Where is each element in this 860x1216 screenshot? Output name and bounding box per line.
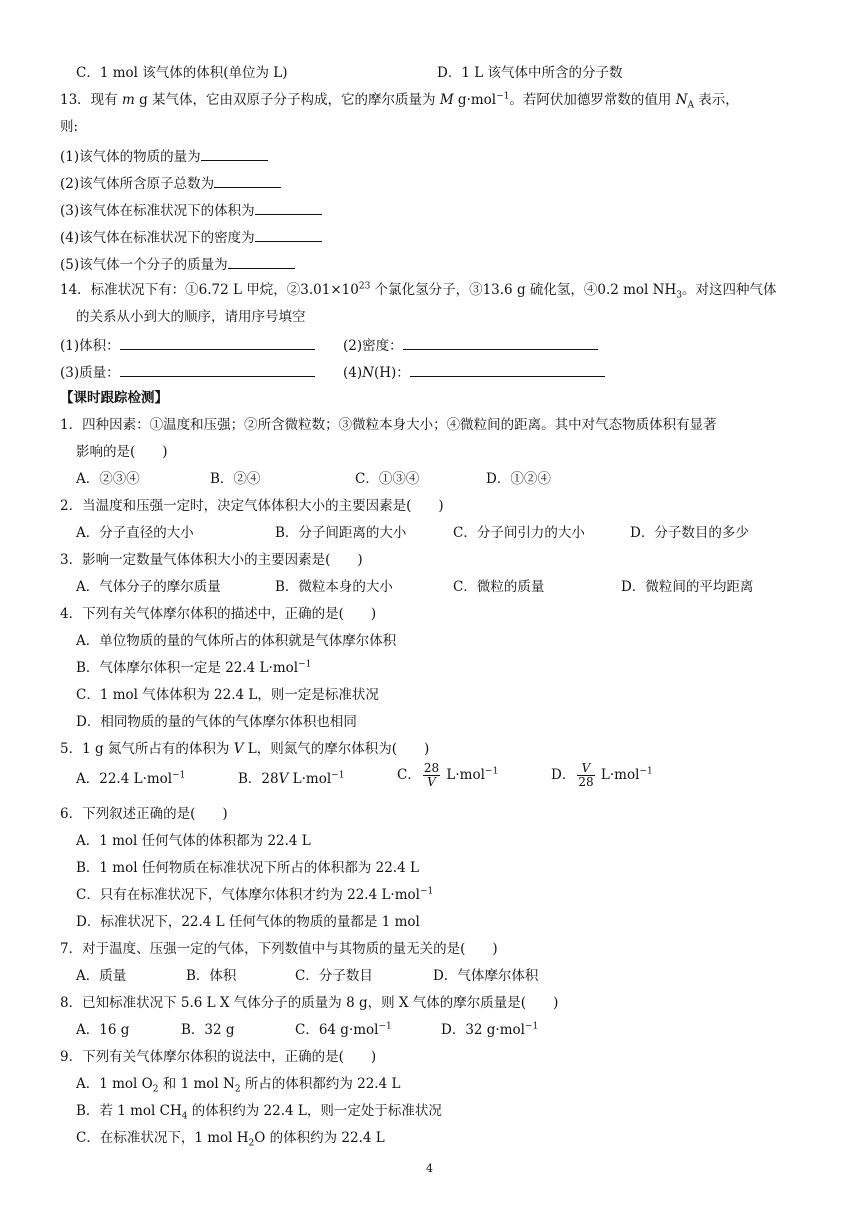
q5-option-d-den: 28 bbox=[578, 775, 594, 789]
q1-option-b: B．②④ bbox=[210, 471, 261, 487]
section-title: 【课时跟踪检测】 bbox=[60, 390, 168, 406]
q12-option-d: D．1 L 该气体中所含的分子数 bbox=[437, 65, 623, 81]
q4-option-d: D．相同物质的量的气体的气体摩尔体积也相同 bbox=[76, 714, 357, 730]
q3-option-a: A．气体分子的摩尔质量 bbox=[76, 579, 221, 595]
q5-option-a bbox=[76, 770, 185, 788]
q14-volume-label: (1)体积： bbox=[60, 338, 120, 354]
q13-item-1-label: (1)该气体的物质的量为 bbox=[60, 149, 201, 165]
q14-density-label: (2)密度： bbox=[343, 338, 403, 354]
q4-option-c: C．1 mol 气体体积为 22.4 L，则一定是标准状况 bbox=[76, 687, 379, 703]
q9-c-text-2: O 的体积约为 22.4 L bbox=[254, 1130, 385, 1146]
q9-a-sub-2: 2 bbox=[234, 1084, 241, 1095]
q9-b-text-2: 的体积约为 22.4 L，则一定处于标准状况 bbox=[187, 1103, 442, 1119]
q9-a-text-1: A．1 mol O bbox=[76, 1076, 153, 1092]
q6-option-c-sup: −1 bbox=[419, 886, 434, 897]
q8-option-d-sup: −1 bbox=[524, 1021, 539, 1032]
q5-option-c-sup: −1 bbox=[484, 766, 499, 777]
q1-option-c: C．①③④ bbox=[355, 471, 420, 487]
q5-option-c bbox=[397, 762, 498, 789]
q1-stem-line2: 影响的是( ) bbox=[76, 444, 168, 460]
q5-option-d-fraction bbox=[577, 762, 594, 789]
q3-option-c: C．微粒的质量 bbox=[453, 579, 545, 595]
q5-stem bbox=[60, 740, 429, 758]
q9-option-b bbox=[76, 1102, 442, 1120]
q14-nh-var: N bbox=[362, 365, 374, 381]
q3-stem: 3．影响一定数量气体体积大小的主要因素是( ) bbox=[60, 552, 363, 568]
q13-item-5 bbox=[60, 254, 295, 274]
q4-option-b bbox=[76, 659, 311, 677]
q5-option-a-text: A．22.4 L·mol bbox=[76, 771, 173, 787]
q8-option-b: B．32 g bbox=[181, 1022, 235, 1038]
q13-var-M: M bbox=[439, 92, 454, 108]
q5-option-b-pre: B．28 bbox=[238, 771, 279, 787]
q13-text-b: g 某气体，它由双原子分子构成，它的摩尔质量为 bbox=[134, 92, 440, 108]
q13-item-2 bbox=[60, 173, 281, 193]
q5-option-c-fraction bbox=[423, 762, 440, 789]
q5-option-c-num: 28 bbox=[423, 761, 440, 775]
q7-option-b: B．体积 bbox=[186, 968, 237, 984]
q2-option-a: A．分子直径的大小 bbox=[76, 525, 194, 541]
q9-a-sub-1: 2 bbox=[152, 1084, 159, 1095]
q2-stem: 2．当温度和压强一定时，决定气体体积大小的主要因素是( ) bbox=[60, 498, 444, 514]
q4-option-b-text: B．气体摩尔体积一定是 22.4 L·mol bbox=[76, 660, 299, 676]
q9-stem: 9．下列有关气体摩尔体积的说法中，正确的是( ) bbox=[60, 1049, 377, 1065]
q14-density-row bbox=[343, 335, 598, 355]
q6-stem: 6．下列叙述正确的是( ) bbox=[60, 806, 228, 822]
q13-var-m: m bbox=[121, 92, 135, 108]
q13-answer-blank-1[interactable] bbox=[201, 146, 268, 161]
q3-option-b: B．微粒本身的大小 bbox=[275, 579, 393, 595]
q13-item-2-label: (2)该气体所含原子总数为 bbox=[60, 176, 215, 192]
q14-nh-row bbox=[343, 362, 605, 382]
q14-sub: 3 bbox=[676, 290, 682, 301]
q8-option-d-text: D．32 g·mol bbox=[441, 1022, 525, 1038]
q8-option-c-text: C．64 g·mol bbox=[295, 1022, 379, 1038]
q13-text-a: 13．现有 bbox=[60, 92, 122, 108]
q5-option-d-pre: D． bbox=[551, 767, 576, 783]
q14-stem-line1 bbox=[60, 281, 777, 299]
q5-option-c-post: L·mol bbox=[442, 767, 485, 783]
q5-option-b-sup: −1 bbox=[331, 770, 345, 781]
q9-b-text-1: B．若 1 mol CH bbox=[76, 1103, 182, 1119]
q13-answer-blank-2[interactable] bbox=[214, 173, 281, 188]
q5-option-c-pre: C． bbox=[397, 767, 421, 783]
q12-option-c: C．1 mol 该气体的体积(单位为 L) bbox=[76, 65, 288, 81]
q8-option-a: A．16 g bbox=[76, 1022, 130, 1038]
q6-option-c-text: C．只有在标准状况下，气体摩尔体积才约为 22.4 L·mol bbox=[76, 887, 420, 903]
q13-var-N-sub: A bbox=[687, 100, 695, 111]
q13-item-4-label: (4)该气体在标准状况下的密度为 bbox=[60, 230, 255, 246]
q9-c-text-1: C．在标准状况下，1 mol H bbox=[76, 1130, 249, 1146]
q9-option-a bbox=[76, 1075, 400, 1093]
q5-option-b-var: V bbox=[278, 771, 289, 787]
q13-text-d: 。若阿伏加德罗常数的值用 bbox=[509, 92, 676, 108]
q13-item-3-label: (3)该气体在标准状况下的体积为 bbox=[60, 203, 255, 219]
q1-option-a: A．②③④ bbox=[76, 471, 140, 487]
q14-text-c: 。对这四种气体 bbox=[682, 282, 777, 298]
q9-a-text-2: 和 1 mol N bbox=[158, 1076, 235, 1092]
q6-option-d: D．标准状况下，22.4 L 任何气体的物质的量都是 1 mol bbox=[76, 914, 420, 930]
q13-item-4 bbox=[60, 227, 322, 247]
q8-stem: 8．已知标准状况下 5.6 L X 气体分子的质量为 8 g，则 X 气体的摩尔质量是( ) bbox=[60, 995, 559, 1011]
q13-item-3 bbox=[60, 200, 322, 220]
q13-answer-blank-5[interactable] bbox=[228, 254, 295, 269]
q6-option-c bbox=[76, 886, 433, 904]
q1-option-d: D．①②④ bbox=[486, 471, 551, 487]
q2-option-d: D．分子数目的多少 bbox=[630, 525, 749, 541]
q8-option-d bbox=[441, 1021, 538, 1039]
q2-option-b: B．分子间距离的大小 bbox=[275, 525, 407, 541]
q14-volume-row bbox=[60, 335, 315, 355]
q1-stem-line1: 1．四种因素：①温度和压强；②所含微粒数；③微粒本身大小；④微粒间的距离。其中对气态物质体积有显著 bbox=[60, 417, 717, 433]
q5-stem-b: L，则氮气的摩尔体积为( ) bbox=[243, 741, 430, 757]
q13-text-e: 表示， bbox=[694, 92, 739, 108]
q5-option-b-post: L·mol bbox=[288, 771, 332, 787]
q9-option-c bbox=[76, 1129, 385, 1147]
q13-stem-line2: 则: bbox=[60, 119, 79, 135]
q13-answer-blank-3[interactable] bbox=[255, 200, 322, 215]
q2-option-c: C．分子间引力的大小 bbox=[453, 525, 585, 541]
q13-item-5-label: (5)该气体一个分子的质量为 bbox=[60, 257, 228, 273]
q5-option-d bbox=[551, 762, 653, 789]
q5-option-d-sup: −1 bbox=[639, 766, 653, 777]
q7-option-d: D．气体摩尔体积 bbox=[433, 968, 539, 984]
q14-nh-label-b: (H)： bbox=[373, 365, 410, 381]
q4-option-b-sup: −1 bbox=[298, 659, 312, 670]
q8-option-c bbox=[295, 1021, 392, 1039]
q5-option-d-num: V bbox=[577, 762, 594, 776]
q13-unit-sup: −1 bbox=[496, 91, 510, 102]
q14-mass-label: (3)质量： bbox=[60, 365, 120, 381]
q14-text-a: 14．标准状况下有：①6.72 L 甲烷，②3.01×10 bbox=[60, 282, 359, 298]
q3-option-d: D．微粒间的平均距离 bbox=[621, 579, 754, 595]
q6-option-b: B．1 mol 任何物质在标准状况下所占的体积都为 22.4 L bbox=[76, 860, 419, 876]
q5-option-c-den: V bbox=[427, 775, 436, 789]
q5-option-a-sup: −1 bbox=[172, 770, 186, 781]
q13-item-1 bbox=[60, 146, 268, 166]
q14-nh-blank[interactable] bbox=[410, 362, 605, 377]
q7-option-a: A．质量 bbox=[76, 968, 127, 984]
q7-stem: 7．对于温度、压强一定的气体，下列数值中与其物质的量无关的是( ) bbox=[60, 941, 498, 957]
q5-option-b bbox=[238, 770, 344, 788]
q13-unit: g·mol bbox=[453, 92, 497, 108]
q14-text-b: 个氯化氢分子，③13.6 g 硫化氢，④0.2 mol NH bbox=[370, 282, 677, 298]
q5-option-d-post: L·mol bbox=[596, 767, 640, 783]
q13-stem-line1 bbox=[60, 91, 739, 109]
q9-a-text-3: 所占的体积都约为 22.4 L bbox=[240, 1076, 401, 1092]
q9-c-sub: 2 bbox=[248, 1138, 255, 1149]
q7-option-c: C．分子数目 bbox=[295, 968, 373, 984]
q6-option-a: A．1 mol 任何气体的体积都为 22.4 L bbox=[76, 833, 311, 849]
q14-mass-blank[interactable] bbox=[120, 362, 315, 377]
q14-stem-line2: 的关系从小到大的顺序，请用序号填空 bbox=[76, 309, 306, 325]
q5-var-V: V bbox=[233, 741, 244, 757]
q8-option-c-sup: −1 bbox=[378, 1021, 392, 1032]
q4-stem: 4．下列有关气体摩尔体积的描述中，正确的是( ) bbox=[60, 606, 377, 622]
q13-var-N: N bbox=[675, 92, 688, 108]
q5-stem-a: 5．1 g 氮气所占有的体积为 bbox=[60, 741, 234, 757]
q14-volume-blank[interactable] bbox=[120, 335, 315, 350]
q14-mass-row bbox=[60, 362, 315, 382]
q14-density-blank[interactable] bbox=[403, 335, 598, 350]
q14-nh-label-a: (4) bbox=[343, 365, 363, 381]
q9-b-sub: 4 bbox=[181, 1111, 188, 1122]
q4-option-a: A．单位物质的量的气体所占的体积就是气体摩尔体积 bbox=[76, 633, 397, 649]
q14-exp: 23 bbox=[358, 281, 371, 292]
q13-answer-blank-4[interactable] bbox=[255, 227, 322, 242]
page-number: 4 bbox=[426, 1162, 433, 1175]
